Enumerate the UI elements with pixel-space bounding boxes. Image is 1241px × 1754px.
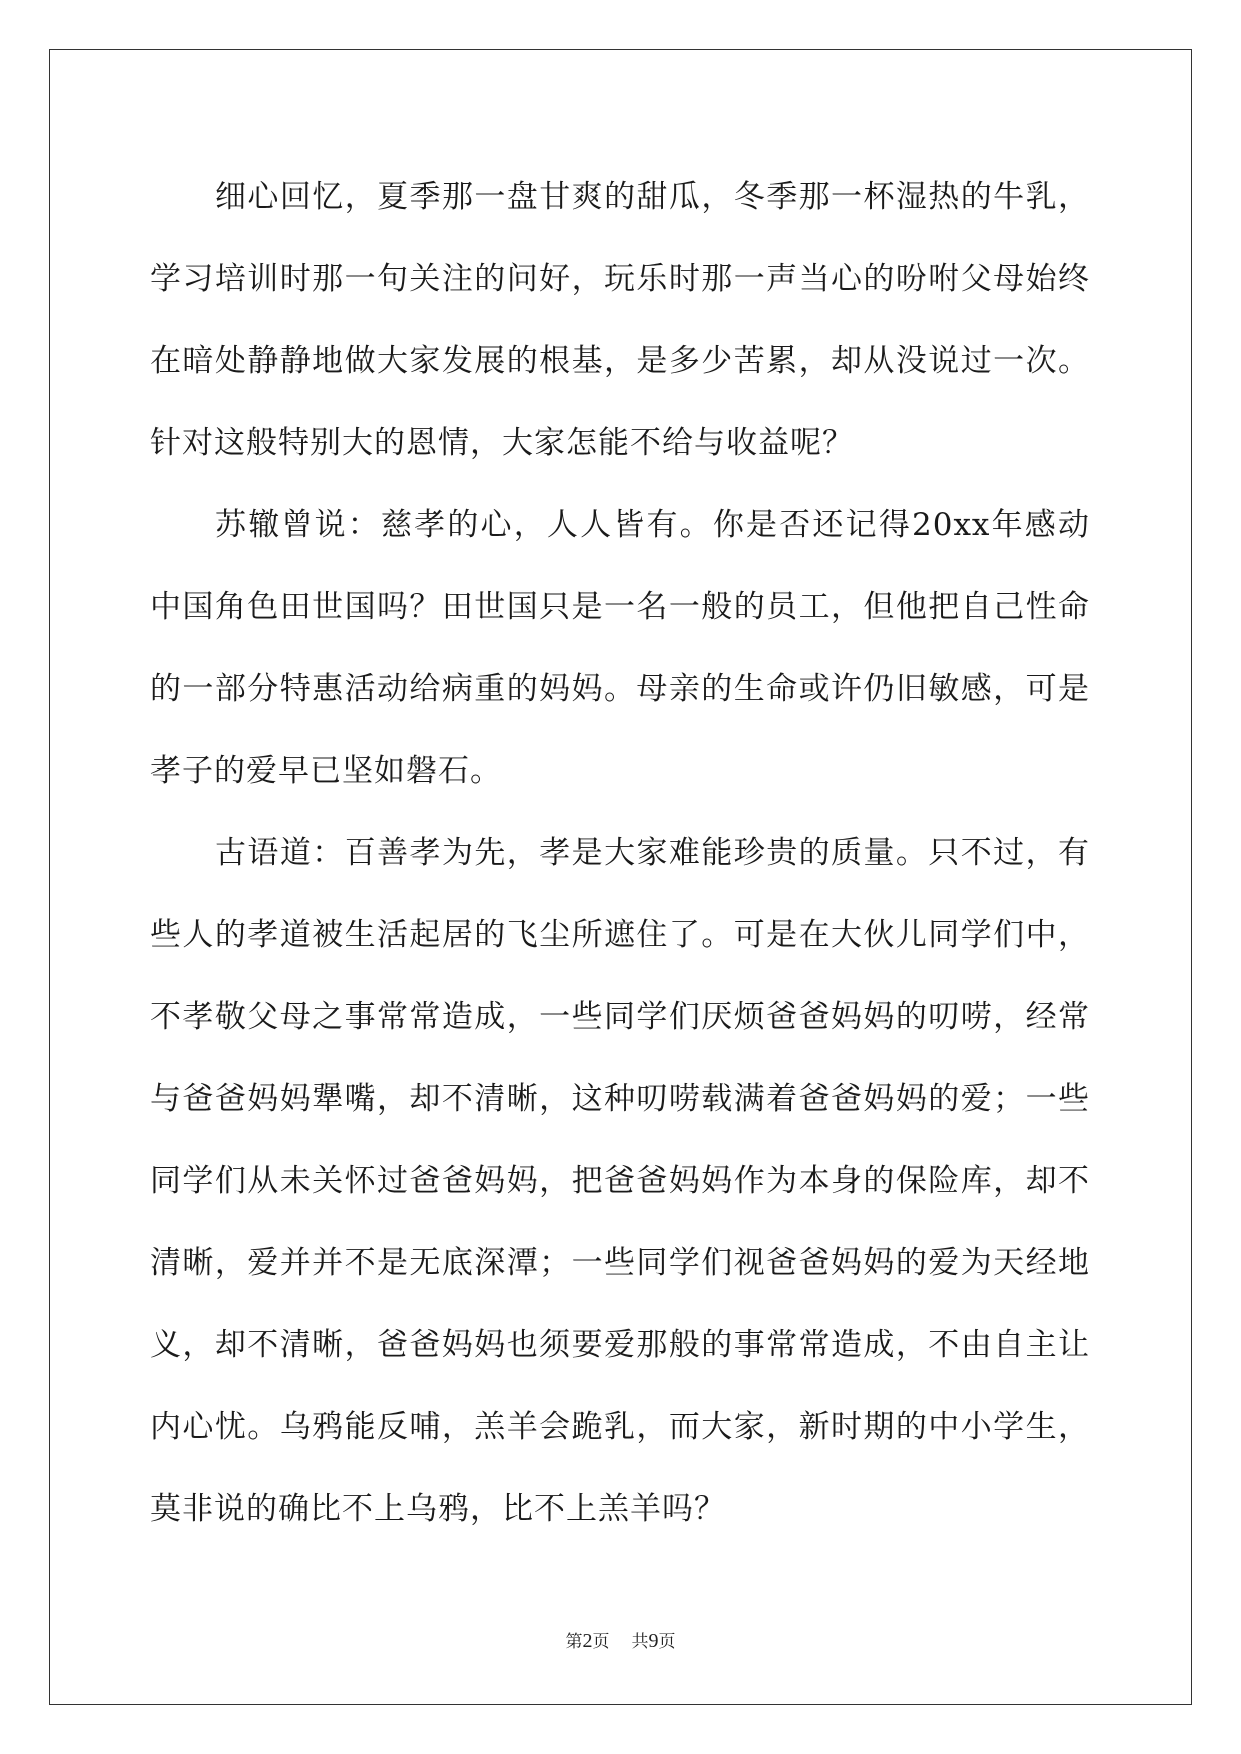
paragraph-1: 细心回忆，夏季那一盘甘爽的甜瓜，冬季那一杯湿热的牛乳，学习培训时那一句关注的问好，玩乐时那一声当心的吩咐父母始终在暗处静静地做大家发展的根基，是多少苦累，却从没说过一次。针对这般特别大的恩情，大家怎能不给与收益呢？ (150, 179, 1090, 461)
page-prefix: 第 (565, 1632, 583, 1652)
total-page-number: 9 (648, 1630, 659, 1652)
page-suffix: 页 (592, 1632, 610, 1652)
paragraph-3: 古语道：百善孝为先，孝是大家难能珍贵的质量。只不过，有些人的孝道被生活起居的飞尘所遮住了。可是在大伙儿同学们中，不孝敬父母之事常常造成，一些同学们厌烦爸爸妈妈的叨唠，经常与爸爸妈妈犟嘴，却不清晰，这种叨唠载满着爸爸妈妈的爱；一些同学们从未关怀过爸爸妈妈，把爸爸妈妈作为本身的保险库，却不清晰，爱并并不是无底深潭；一些同学们视爸爸妈妈的爱为天经地义，却不清晰，爸爸妈妈也须要爱那般的事常常造成，不由自主让内心忧。乌鸦能反哺，羔羊会跪乳，而大家，新时期的中小学生，莫非说的确比不上乌鸦，比不上羔羊吗？ (150, 835, 1090, 1527)
total-prefix: 共 (631, 1632, 649, 1652)
current-page-number: 2 (582, 1630, 593, 1652)
page-footer (0, 1627, 1241, 1653)
paragraph-2: 苏辙曾说：慈孝的心，人人皆有。你是否还记得20xx年感动中国角色田世国吗？田世国只是一名一般的员工，但他把自己性命的一部分特惠活动给病重的妈妈。母亲的生命或许仍旧敏感，可是孝子的爱早已坚如磐石。 (150, 507, 1090, 789)
document-body (150, 156, 1090, 1550)
total-suffix: 页 (658, 1632, 676, 1652)
